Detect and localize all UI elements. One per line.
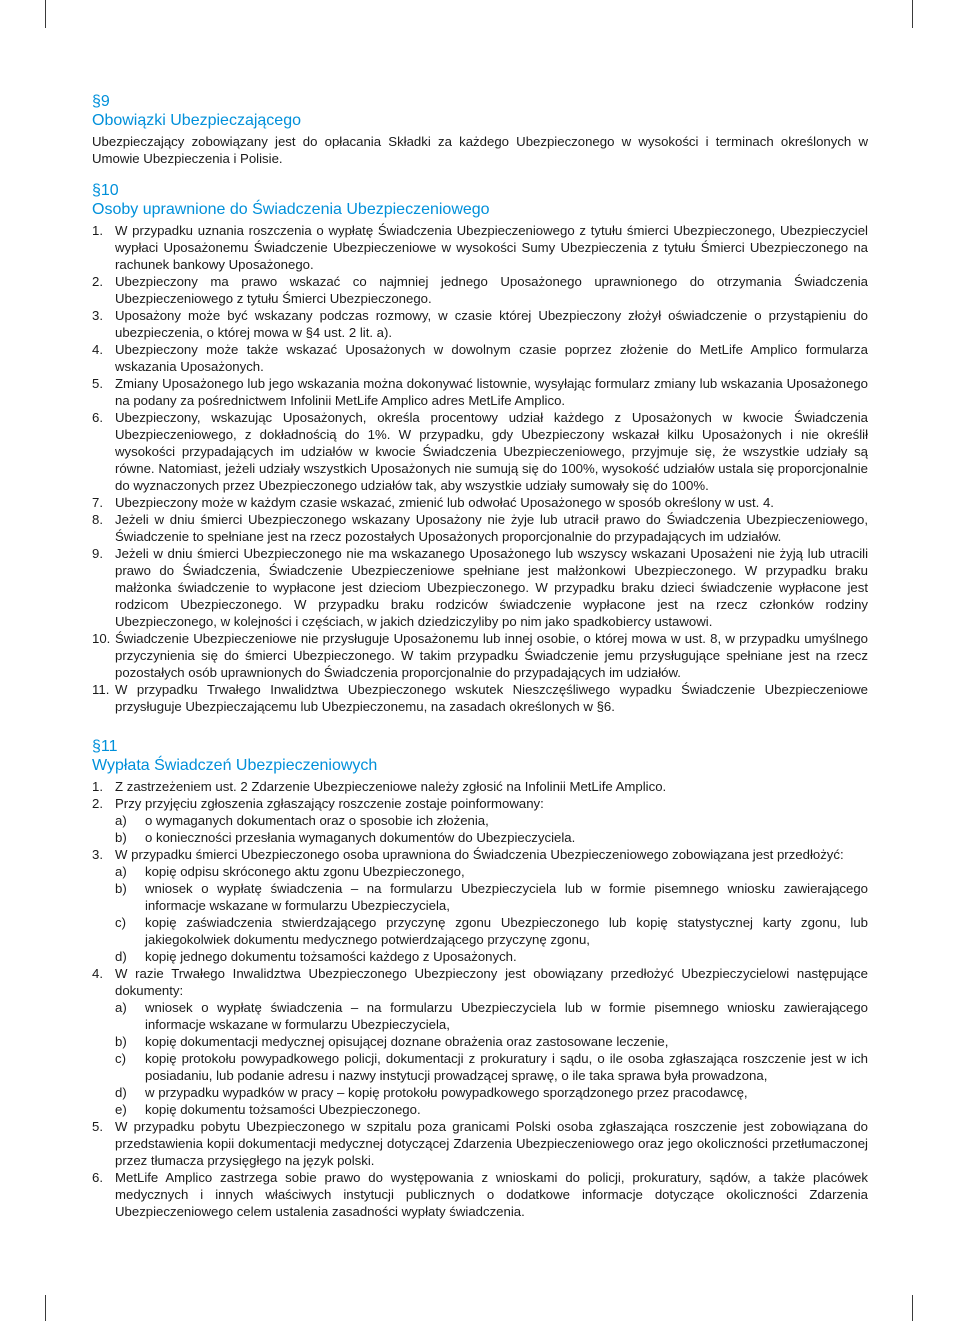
sub-item-text: wniosek o wypłatę świadczenia – na formularzu Ubezpieczyciela lub w formie pisemnego wniosku zawierającego informacje wskazane w formularzu Ubezpieczyciela, (145, 1000, 868, 1032)
sub-item (115, 1084, 868, 1101)
item-number: 11. (92, 682, 110, 697)
list-item (92, 1169, 868, 1220)
section-number: §10 (92, 182, 119, 199)
list-item (92, 778, 868, 795)
sub-item-letter: d) (115, 949, 127, 964)
item-text: Przy przyjęciu zgłoszenia zgłaszający roszczenie zostaje poinformowany: (115, 796, 544, 811)
list-item (92, 307, 868, 341)
list-item (92, 681, 868, 715)
item-text: Zmiany Uposażonego lub jego wskazania można dokonywać listownie, wysyłając formularz zmiany lub wskazania Uposażonego na podany za pośrednictwem Infolinii MetLife Amplico adres MetLife Amplico. (115, 376, 868, 408)
section-11 (92, 737, 868, 1220)
section-number: §9 (92, 93, 110, 110)
sub-item-text: kopię jednego dokumentu tożsamości każdego z Uposażonych. (145, 949, 517, 964)
sub-item (115, 948, 868, 965)
section-10-list (92, 222, 868, 715)
section-body: Ubezpieczający zobowiązany jest do opłacania Składki za każdego Ubezpieczonego w wysokości i terminach określonych w Umowie Ubezpieczenia i Polisie. (92, 134, 868, 166)
sub-item-text: kopię dokumentu tożsamości Ubezpieczonego. (145, 1102, 421, 1117)
section-title: Osoby uprawnione do Świadczenia Ubezpieczeniowego (92, 201, 490, 218)
sub-item-letter: c) (115, 915, 126, 930)
list-item (92, 222, 868, 273)
list-item (92, 494, 868, 511)
sub-item (115, 1033, 868, 1050)
document-page (92, 92, 868, 1220)
sub-item (115, 914, 868, 948)
sub-item-text: kopię odpisu skróconego aktu zgonu Ubezpieczonego, (145, 864, 465, 879)
sub-item (115, 1101, 868, 1118)
item-number: 10. (92, 631, 111, 646)
item-text: W przypadku pobytu Ubezpieczonego w szpitalu poza granicami Polski osoba zgłaszająca roszczenie jest zobowiązana do przedstawienia kopii dokumentacji medycznej dotyczącej Zdarzenia Ubezpieczeniowego oraz jego okoliczności przetłumaczonej przez tłumacza przysięgłego na język polski. (115, 1119, 868, 1168)
list-item (92, 341, 868, 375)
item-text: Ubezpieczony może w każdym czasie wskazać, zmienić lub odwołać Uposażonego w sposób określony w ust. 4. (115, 495, 774, 510)
item-number: 8. (92, 512, 103, 527)
item-number: 1. (92, 223, 103, 238)
sub-item-letter: b) (115, 1034, 127, 1049)
crop-mark-bottom-right (912, 1295, 913, 1321)
list-item (92, 795, 868, 846)
sub-item-letter: a) (115, 1000, 127, 1015)
sub-item-text: o konieczności przesłania wymaganych dokumentów do Ubezpieczyciela. (145, 830, 576, 845)
item-body (115, 1118, 868, 1169)
sub-item-text: kopię dokumentacji medycznej opisującej doznane obrażenia oraz zastosowane leczenie, (145, 1034, 669, 1049)
item-body (115, 965, 868, 1118)
list-item (92, 545, 868, 630)
item-number: 5. (92, 376, 103, 391)
item-number: 7. (92, 495, 103, 510)
section-number: §11 (92, 738, 118, 755)
item-body (115, 1169, 868, 1220)
section-title: Obowiązki Ubezpieczającego (92, 112, 301, 129)
sub-item-text: o wymaganych dokumentach oraz o sposobie ich złożenia, (145, 813, 489, 828)
list-item (92, 1118, 868, 1169)
crop-mark-bottom-left (45, 1295, 46, 1321)
item-number: 3. (92, 847, 103, 862)
item-number: 1. (92, 779, 103, 794)
list-item (92, 273, 868, 307)
item-text: Uposażony może być wskazany podczas rozmowy, w czasie której Ubezpieczony złożył oświadczenie o przystąpieniu do ubezpieczenia, o której mowa w §4 ust. 2 lit. a). (115, 308, 868, 340)
item-body (115, 778, 868, 795)
section-9 (92, 92, 868, 167)
item-number: 4. (92, 342, 103, 357)
list-item (92, 965, 868, 1118)
list-item (92, 511, 868, 545)
sub-item-letter: d) (115, 1085, 127, 1100)
crop-mark-top-left (45, 0, 46, 28)
sub-item (115, 1050, 868, 1084)
sub-item (115, 999, 868, 1033)
sub-item-text: kopię zaświadczenia stwierdzającego przyczynę zgonu Ubezpieczonego lub kopię statystycznej karty zgonu, lub jakiegokolwiek dokumentu medycznego potwierdzającego przyczynę zgonu, (145, 915, 868, 947)
crop-mark-top-right (912, 0, 913, 28)
sub-item-letter: e) (115, 1102, 127, 1117)
item-text: Ubezpieczony może także wskazać Uposażonych w dowolnym czasie poprzez złożenie do MetLife Amplico formularza wskazania Uposażonych. (115, 342, 868, 374)
section-title: Wypłata Świadczeń Ubezpieczeniowych (92, 757, 378, 774)
item-text: MetLife Amplico zastrzega sobie prawo do występowania z wnioskami do policji, prokuratury, sądów, a także placówek medycznych i innych właściwych instytucji publicznych o dodatkowe informacje dotyczące okoliczności Zdarzenia Ubezpieczeniowego celem ustalenia zasadności wypłaty świadczenia. (115, 1170, 868, 1219)
sub-item-letter: a) (115, 864, 127, 879)
sub-item-letter: b) (115, 881, 127, 896)
item-text: W razie Trwałego Inwalidztwa Ubezpieczonego Ubezpieczony jest obowiązany przedłożyć Ubezpieczycielowi następujące dokumenty: (115, 966, 868, 998)
sub-item-letter: a) (115, 813, 127, 828)
sub-item-text: w przypadku wypadków w pracy – kopię protokołu powypadkowego sporządzonego przez pracodawcę, (145, 1085, 748, 1100)
item-text: Jeżeli w dniu śmierci Ubezpieczonego wskazany Uposażony nie żyje lub utracił prawo do Świadczenia Ubezpieczeniowego, Świadczenie to spełniane jest na rzecz pozostałych Uposażonych proporcjonalnie do przypadających im udziałów. (115, 512, 868, 544)
item-number: 6. (92, 1170, 103, 1185)
item-number: 2. (92, 796, 103, 811)
item-number: 9. (92, 546, 103, 561)
list-item (92, 846, 868, 965)
item-body (115, 795, 868, 846)
item-number: 4. (92, 966, 103, 981)
item-body (115, 846, 868, 965)
sub-item-text: wniosek o wypłatę świadczenia – na formularzu Ubezpieczyciela lub w formie pisemnego wniosku zawierającego informacje wskazane w formularzu Ubezpieczyciela, (145, 881, 868, 913)
item-text: Ubezpieczony ma prawo wskazać co najmniej jednego Uposażonego uprawnionego do otrzymania Świadczenia Ubezpieczeniowego z tytułu Śmierci Ubezpieczonego. (115, 274, 868, 306)
sub-item-text: kopię protokołu powypadkowego policji, dokumentacji z prokuratury i sądu, o ile osoba zgłaszająca roszczenie jest w ich posiadaniu, lub podanie adresu i nazwy instytucji prowadzącej sprawę, o ile taka sprawa była prowadzona, (145, 1051, 868, 1083)
item-text: Świadczenie Ubezpieczeniowe nie przysługuje Uposażonemu lub innej osobie, o której mowa w ust. 8, w przypadku umyślnego przyczynienia się do śmierci Ubezpieczonego. W takim przypadku Świadczenie jemu przysługujące spełniane jest na rzecz pozostałych osób uprawnionych do Świadczenia proporcjonalnie do przypadających im udziałów. (115, 631, 868, 680)
sub-item-letter: c) (115, 1051, 126, 1066)
sub-item-letter: b) (115, 830, 127, 845)
item-number: 3. (92, 308, 103, 323)
item-text: W przypadku śmierci Ubezpieczonego osoba uprawniona do Świadczenia Ubezpieczeniowego zobowiązana jest przedłożyć: (115, 847, 844, 862)
item-text: W przypadku uznania roszczenia o wypłatę Świadczenia Ubezpieczeniowego z tytułu śmierci Ubezpieczonego, Ubezpieczyciel wypłaci Uposażonemu Świadczenie Ubezpieczeniowe w wysokości Sumy Ubezpieczenia z tytułu Śmierci Ubezpieczonego na rachunek bankowy Uposażonego. (115, 223, 868, 272)
section-10 (92, 181, 868, 715)
sub-item (115, 880, 868, 914)
list-item (92, 409, 868, 494)
item-number: 6. (92, 410, 103, 425)
item-text: W przypadku Trwałego Inwalidztwa Ubezpieczonego wskutek Nieszczęśliwego wypadku Świadczenie Ubezpieczeniowe przysługuje Ubezpieczającemu lub Ubezpieczonemu, na zasadach określonych w §6. (115, 682, 868, 714)
list-item (92, 630, 868, 681)
item-number: 2. (92, 274, 103, 289)
item-text: Jeżeli w dniu śmierci Ubezpieczonego nie ma wskazanego Uposażonego lub wszyscy wskazani Uposażeni nie żyją lub utracili prawo do Świadczenia, Świadczenie Ubezpieczeniowe spełniane jest małżonkowi Ubezpieczonego. W przypadku braku małżonka świadczenie to wypłacone jest dzieciom Ubezpieczonego. W przypadku braku dzieci świadczenie wypłacone jest rodzicom Ubezpieczonego. W przypadku braku rodziców świadczenie wypłacone jest na rzecz członków rodziny Ubezpieczonego, w kolejności i częściach, w jakich dziedziczyliby po nim jako spadkobiercy ustawowi. (115, 546, 868, 629)
list-item (92, 375, 868, 409)
section-11-list (92, 778, 868, 1220)
item-number: 5. (92, 1119, 103, 1134)
sub-item (115, 863, 868, 880)
sub-item (115, 812, 868, 829)
sub-item (115, 829, 868, 846)
item-text: Z zastrzeżeniem ust. 2 Zdarzenie Ubezpieczeniowe należy zgłosić na Infolinii MetLife Amplico. (115, 779, 667, 794)
item-text: Ubezpieczony, wskazując Uposażonych, określa procentowy udział każdego z Uposażonych w kwocie Świadczenia Ubezpieczeniowego, z dokładnością do 1%. W przypadku, gdy Ubezpieczony wskazał kilku Uposażonych i nie określił wysokości przypadających im udziałów w kwocie Świadczenia Ubezpieczeniowego, przyjmuje się, że wszystkie udziały są równe. Natomiast, jeżeli udziały wszystkich Uposażonych nie sumują się do 100%, wysokość udziałów ustala się proporcjonalnie do wyznaczonych przez Ubezpieczonego udziałów tak, aby wszystkie udziały sumowały się do 100%. (115, 410, 868, 493)
